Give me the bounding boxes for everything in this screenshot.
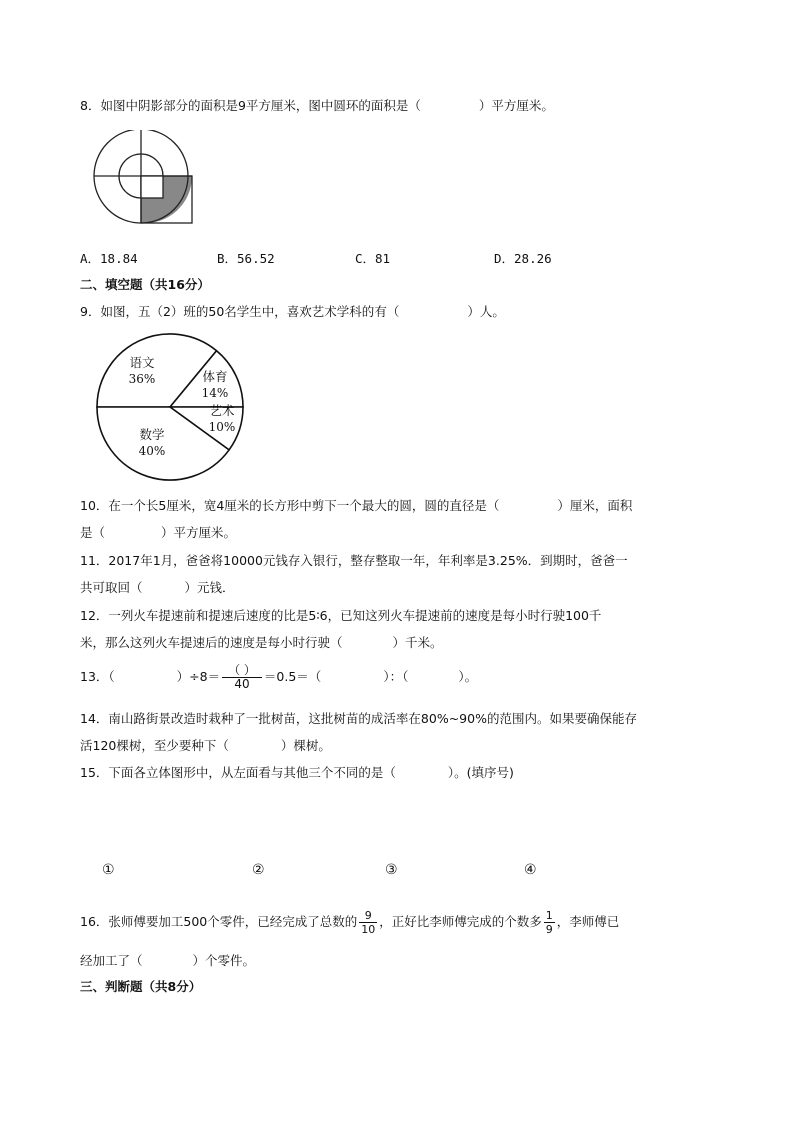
figure-label-2: ② bbox=[252, 862, 265, 878]
pie-label-1: 语文 bbox=[129, 355, 155, 370]
pie-value-2: 14% bbox=[201, 386, 229, 400]
option-b[interactable]: B．56.52 bbox=[217, 251, 275, 266]
question-14: 14．南山路街景改造时栽种了一批树苗，这批树苗的成活率在80%~90%的范围内。如果要确保能存 bbox=[80, 711, 637, 726]
question-8: 8．如图中阴影部分的面积是9平方厘米，图中圆环的面积是（ ）平方厘米。 bbox=[80, 98, 554, 113]
option-c[interactable]: C．81 bbox=[355, 251, 391, 266]
pie-label-4: 数学 bbox=[139, 427, 165, 442]
figure-label-4: ④ bbox=[524, 862, 537, 878]
question-10-line2: 是（ ）平方厘米。 bbox=[80, 525, 237, 540]
figure-label-3: ③ bbox=[385, 862, 398, 878]
pie-label-3: 艺术 bbox=[209, 403, 235, 418]
pie-label-2: 体育 bbox=[202, 369, 228, 384]
question-12: 12．一列火车提速前和提速后速度的比是5∶6，已知这列火车提速前的速度是每小时行驶100千 bbox=[80, 608, 602, 623]
pie-value-1: 36% bbox=[128, 372, 156, 386]
q8-ring-figure bbox=[90, 130, 200, 230]
q8-text: 8．如图中阴影部分的面积是9平方厘米，图中圆环的面积是（ bbox=[80, 98, 421, 113]
question-9: 9．如图，五（2）班的50名学生中，喜欢艺术学科的有（ ）人。 bbox=[80, 304, 505, 319]
fraction-9-10: $\frac{9}{10}$ bbox=[361, 909, 376, 936]
question-16: 16．张师傅要加工500个零件，已经完成了总数的 $\frac{9}{10}$ ，正好比李师傅完成的个数多 $\frac{1}{9}$ ，李师傅已 bbox=[80, 909, 620, 936]
question-12-line2: 米，那么这列火车提速后的速度是每小时行驶（ ）千米。 bbox=[80, 635, 443, 650]
fraction-1-9: $\frac{1}{9}$ bbox=[545, 909, 553, 936]
pie-value-4: 40% bbox=[138, 444, 166, 458]
option-d[interactable]: D．28.26 bbox=[494, 251, 552, 266]
section-3-title: 三、判断题（共8分） bbox=[80, 979, 202, 994]
pie-value-3: 10% bbox=[208, 420, 236, 434]
question-16-line2: 经加工了（ ）个零件。 bbox=[80, 953, 256, 968]
question-14-line2: 活120棵树，至少要种下（ ）棵树。 bbox=[80, 738, 331, 753]
question-10: 10．在一个长5厘米，宽4厘米的长方形中剪下一个最大的圆，圆的直径是（ ）厘米，面积 bbox=[80, 498, 633, 513]
question-11-line2: 共可取回（ ）元钱． bbox=[80, 580, 235, 595]
question-13: 13．（ ）÷8＝ $\frac{( )}{40}$ ＝0.5＝（ ）：（ ）。 bbox=[80, 663, 478, 691]
question-11: 11．2017年1月，爸爸将10000元钱存入银行，整存整取一年，年利率是3.25%．到期时，爸爸一 bbox=[80, 553, 628, 568]
option-a[interactable]: A．18.84 bbox=[80, 251, 138, 266]
pie-chart bbox=[90, 330, 250, 485]
fraction: $\frac{( )}{40}$ bbox=[222, 664, 262, 691]
question-15: 15．下面各立体图形中，从左面看与其他三个不同的是（ ）。(填序号) bbox=[80, 765, 514, 780]
figure-label-1: ① bbox=[102, 862, 115, 878]
section-2-title: 二、填空题（共16分） bbox=[80, 277, 210, 292]
